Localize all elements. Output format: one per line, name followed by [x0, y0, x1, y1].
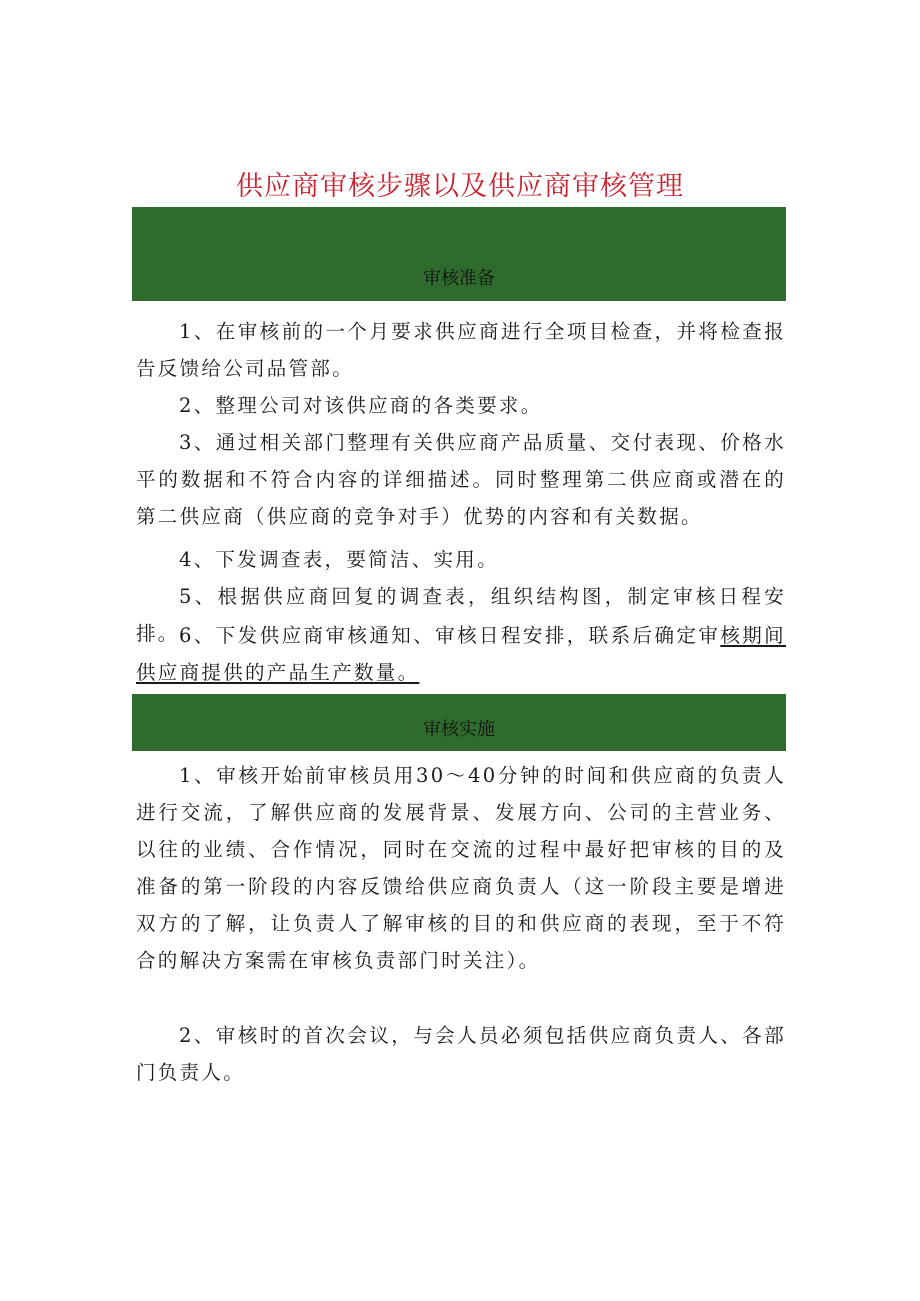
prep-item-6: [136, 617, 786, 691]
prep-item-1: 1、在审核前的一个月要求供应商进行全项目检查，并将检查报告反馈给公司品管部。: [136, 320, 786, 380]
prep-item-2: 2、整理公司对该供应商的各类要求。: [179, 394, 543, 417]
prep-item-6-text: 6、下发供应商审核通知、审核日程安排，联系后确定审: [179, 624, 721, 647]
impl-item-2: 2、审核时的首次会议，与会人员必须包括供应商负责人、各部门负责人。: [136, 1024, 786, 1084]
prep-item-3: 3、通过相关部门整理有关供应商产品质量、交付表现、价格水平的数据和不符合内容的详细描述。同时整理第二供应商或潜在的第二供应商（供应商的竞争对手）优势的内容和有关数据。: [136, 431, 786, 528]
section-heading-preparation: 审核准备: [132, 207, 786, 301]
section-heading-implementation: 审核实施: [132, 694, 786, 751]
impl-item-1: 1、审核开始前审核员用30～40分钟的时间和供应商的负责人进行交流，了解供应商的发展背景、发展方向、公司的主营业务、以往的业绩、合作情况，同时在交流的过程中最好把审核的目的及准备的第一阶段的内容反馈给供应商负责人（这一阶段主要是增进双方的了解，让负责人了解审核的目的和供应商的表现，至于不符合的解决方案需在审核负责部门时关注）。: [136, 764, 786, 972]
page-title: 供应商审核步骤以及供应商审核管理: [236, 171, 684, 202]
prep-item-4: 4、下发调查表，要简洁、实用。: [179, 548, 499, 571]
prep-item-5: 5、根据供应商回复的调查表，组织结构图，制定审核日程安排。: [136, 585, 786, 645]
prep-item-6-underlined: 核期间供应商提供的产品生产数量。: [136, 624, 786, 684]
